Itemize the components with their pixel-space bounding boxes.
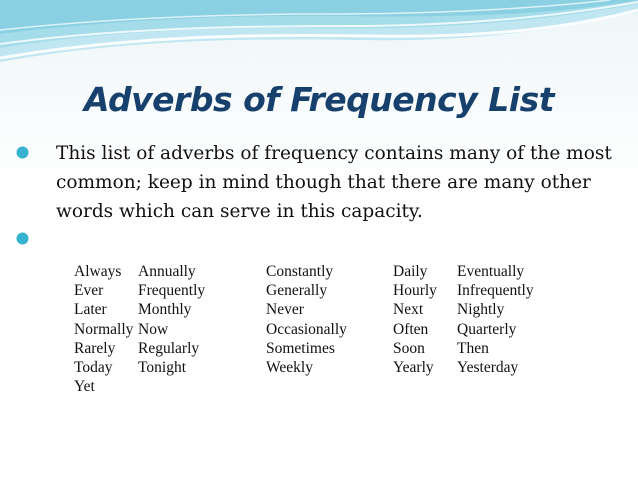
- adverb-word: Constantly: [266, 263, 334, 280]
- adverb-word: Ever: [74, 282, 104, 300]
- adverb-word: Infrequently: [457, 282, 534, 300]
- adverb-word: Weekly: [266, 359, 313, 376]
- adverb-word: Later: [74, 301, 107, 319]
- slide-title: Adverbs of Frequency List: [84, 80, 554, 119]
- adverb-word: Monthly: [138, 301, 192, 319]
- adverb-word: Never: [266, 301, 304, 319]
- intro-paragraph: This list of adverbs of frequency contains many of the most common; keep in mind though that there are many other words which can serve in this capacity.: [56, 143, 612, 222]
- adverb-word: Hourly: [393, 282, 437, 300]
- adverb-word: Yearly: [393, 359, 434, 376]
- bullet-icon: [16, 146, 29, 159]
- adverb-word: Regularly: [138, 339, 200, 357]
- adverb-word: Tonight: [138, 359, 186, 376]
- adverb-word: Annually: [138, 263, 196, 280]
- adverb-word: Soon: [393, 339, 425, 357]
- adverb-list-grid: [74, 262, 594, 402]
- adverb-word: Always: [74, 263, 122, 280]
- adverb-word: Often: [393, 320, 429, 338]
- adverb-word: Yesterday: [457, 359, 519, 376]
- adverb-word: Nightly: [457, 301, 505, 319]
- adverb-word: Generally: [266, 282, 328, 300]
- adverb-word: Sometimes: [266, 339, 335, 357]
- adverb-word: Now: [138, 320, 169, 338]
- decorative-wave-banner: [0, 0, 638, 80]
- adverb-word: Then: [457, 339, 489, 357]
- adverb-word: Occasionally: [266, 320, 347, 338]
- adverb-word: Yet: [74, 378, 95, 396]
- adverb-word: Normally: [74, 320, 134, 338]
- adverb-word: Eventually: [457, 263, 525, 280]
- adverb-word: Today: [74, 359, 113, 376]
- adverb-word: Quarterly: [457, 320, 517, 338]
- adverb-word: Next: [393, 301, 424, 319]
- adverb-word: Frequently: [138, 282, 206, 300]
- bullet-icon: [16, 232, 29, 245]
- adverb-word: Daily: [393, 263, 428, 280]
- adverb-word: Rarely: [74, 339, 116, 357]
